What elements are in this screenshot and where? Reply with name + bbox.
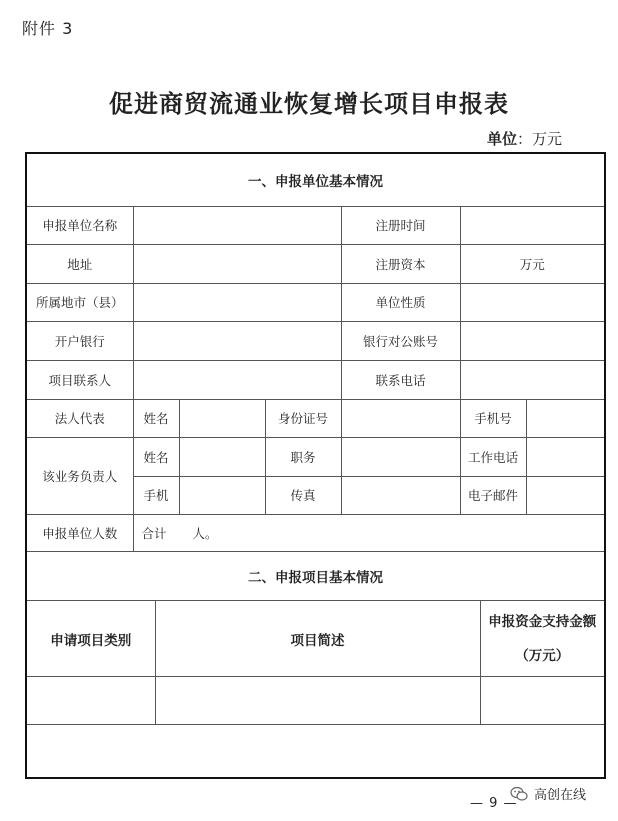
legal-rep-name-label: 姓名 [133,399,179,437]
business-head-mobile-field[interactable] [179,476,265,514]
unit-value: 万元 [531,130,562,148]
bank-account-field[interactable] [460,321,604,360]
staff-count-field[interactable] [133,514,604,551]
position-label: 职务 [265,437,341,476]
company-name-field[interactable] [133,206,341,244]
bank-account-label: 银行对公账号 [341,321,460,360]
staff-persons-label: 人。 [192,525,218,541]
unit-note [487,128,562,149]
work-phone-label: 工作电话 [460,437,526,476]
watermark-text: 高创在线 [534,788,587,803]
watermark [510,784,586,803]
staff-total-label: 合计 [141,525,167,541]
section2-heading: 二、申报项目基本情况 [27,551,604,600]
business-head-name-field[interactable] [179,437,265,476]
unit-nature-field[interactable] [460,283,604,321]
contact-phone-field[interactable] [460,360,604,399]
mobile-field[interactable] [526,399,604,437]
project-summary-header: 项目简述 [155,601,480,677]
page-number: — 9 — [470,796,518,811]
mobile-label: 手机号 [460,399,526,437]
reg-time-label: 注册时间 [341,206,460,244]
business-head-name-label: 姓名 [133,437,179,476]
business-head-mobile-label: 手机 [133,476,179,514]
unit-label: 单位 [486,130,517,148]
unit-separator: ： [516,130,532,148]
business-head-label: 该业务负责人 [27,437,133,514]
funding-amount-line2: （万元） [515,647,570,664]
fax-label: 传真 [265,476,341,514]
section1-heading: 一、申报单位基本情况 [27,154,604,206]
city-label: 所属地市（县） [27,283,133,321]
contact-label: 项目联系人 [27,360,133,399]
basic-info-table [27,154,604,601]
bank-field[interactable] [133,321,341,360]
reg-time-field[interactable] [460,206,604,244]
contact-phone-label: 联系电话 [341,360,460,399]
address-field[interactable] [133,244,341,283]
project-category-header: 申请项目类别 [27,601,155,677]
project-summary-field[interactable] [155,677,480,725]
legal-rep-label: 法人代表 [27,399,133,437]
fax-field[interactable] [341,476,460,514]
funding-amount-field[interactable] [480,677,604,725]
position-field[interactable] [341,437,460,476]
unit-nature-label: 单位性质 [341,283,460,321]
email-label: 电子邮件 [460,476,526,514]
form-title: 促进商贸流通业恢复增长项目申报表 [109,89,509,118]
company-name-label: 申报单位名称 [27,206,133,244]
id-number-label: 身份证号 [265,399,341,437]
city-field[interactable] [133,283,341,321]
legal-rep-name-field[interactable] [179,399,265,437]
project-info-table [27,600,604,725]
address-label: 地址 [27,244,133,283]
id-number-field[interactable] [341,399,460,437]
reg-capital-unit: 万元 [519,256,545,272]
staff-count-label: 申报单位人数 [27,514,133,551]
reg-capital-label: 注册资本 [341,244,460,283]
project-category-field[interactable] [27,677,155,725]
application-form [25,152,606,779]
email-field[interactable] [526,476,604,514]
bank-label: 开户银行 [27,321,133,360]
funding-amount-header [480,601,604,677]
attachment-label: 附件 3 [22,19,74,38]
funding-amount-line1: 申报资金支持金额 [488,613,597,630]
reg-capital-field[interactable] [460,244,604,283]
contact-field[interactable] [133,360,341,399]
work-phone-field[interactable] [526,437,604,476]
